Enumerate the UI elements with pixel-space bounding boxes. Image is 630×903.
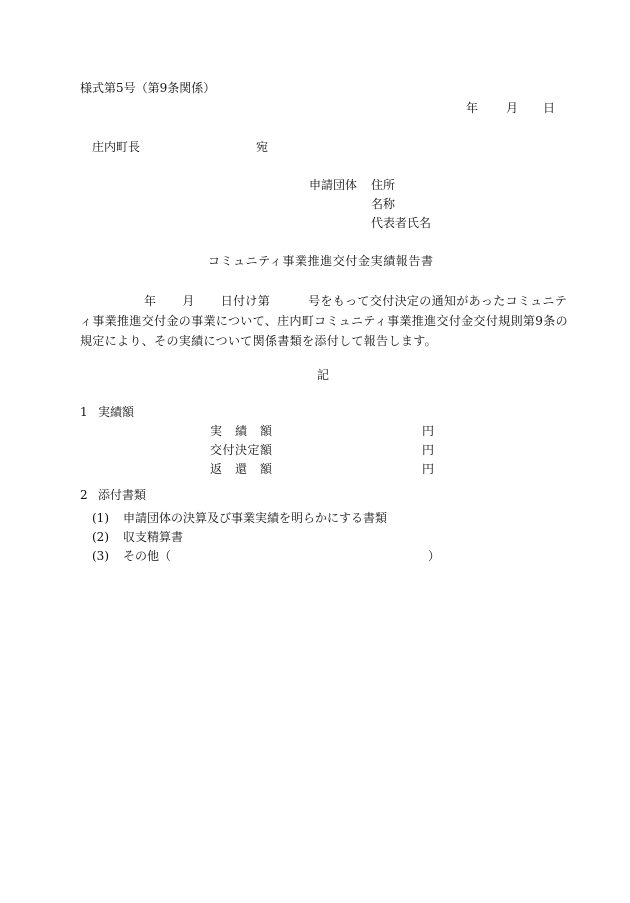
applicant-address-label: 住所 xyxy=(371,178,396,192)
attachment-item-number: (3) xyxy=(92,549,109,563)
section1-number: 1 xyxy=(80,405,88,419)
section2-number: 2 xyxy=(80,488,88,502)
addressee-suffix: 宛 xyxy=(256,140,269,154)
date-year-label: 年 xyxy=(466,101,479,115)
applicant-label: 申請団体 xyxy=(309,178,358,192)
document-title: コミュニティ事業推進交付金実績報告書 xyxy=(208,254,434,268)
attachment-item-number: (1) xyxy=(92,511,109,525)
amount-row-unit: 円 xyxy=(422,443,435,457)
section1-heading: 実績額 xyxy=(98,405,135,419)
body-year-label: 年 xyxy=(144,294,157,308)
attachment-item-text: 収支精算書 xyxy=(123,530,184,544)
amount-row-label: 返 還 額 xyxy=(210,462,273,476)
addressee-name: 庄内町長 xyxy=(92,140,141,154)
applicant-name-label: 名称 xyxy=(371,197,396,211)
attachment-item-text: 申請団体の決算及び事業実績を明らかにする書類 xyxy=(123,511,388,525)
date-day-label: 日 xyxy=(543,101,556,115)
report-body-paragraph xyxy=(80,291,574,351)
section2-heading: 添付書類 xyxy=(98,488,147,502)
applicant-representative-label: 代表者氏名 xyxy=(371,216,432,230)
body-day-label: 日付け第 xyxy=(220,294,271,308)
amount-row-unit: 円 xyxy=(422,424,435,438)
amount-row-unit: 円 xyxy=(422,462,435,476)
body-month-label: 月 xyxy=(182,294,195,308)
attachment-item-close-paren: ） xyxy=(428,549,441,563)
attachment-item-number: (2) xyxy=(92,530,109,544)
body-text: 号をもって交付決定の通知があったコミュニティ事業推進交付金の事業について、庄内町コミュニティ事業推進交付金交付規則第9条の規定により、その実績について関係書類を添付して報告します。 xyxy=(80,294,568,348)
date-month-label: 月 xyxy=(506,101,519,115)
attachment-item-text: その他（ xyxy=(123,549,172,563)
amount-row-label: 実 績 額 xyxy=(210,424,273,438)
form-number: 様式第5号（第9条関係） xyxy=(80,81,216,95)
amount-row-label: 交付決定額 xyxy=(210,443,273,457)
ki-label: 記 xyxy=(317,368,330,382)
